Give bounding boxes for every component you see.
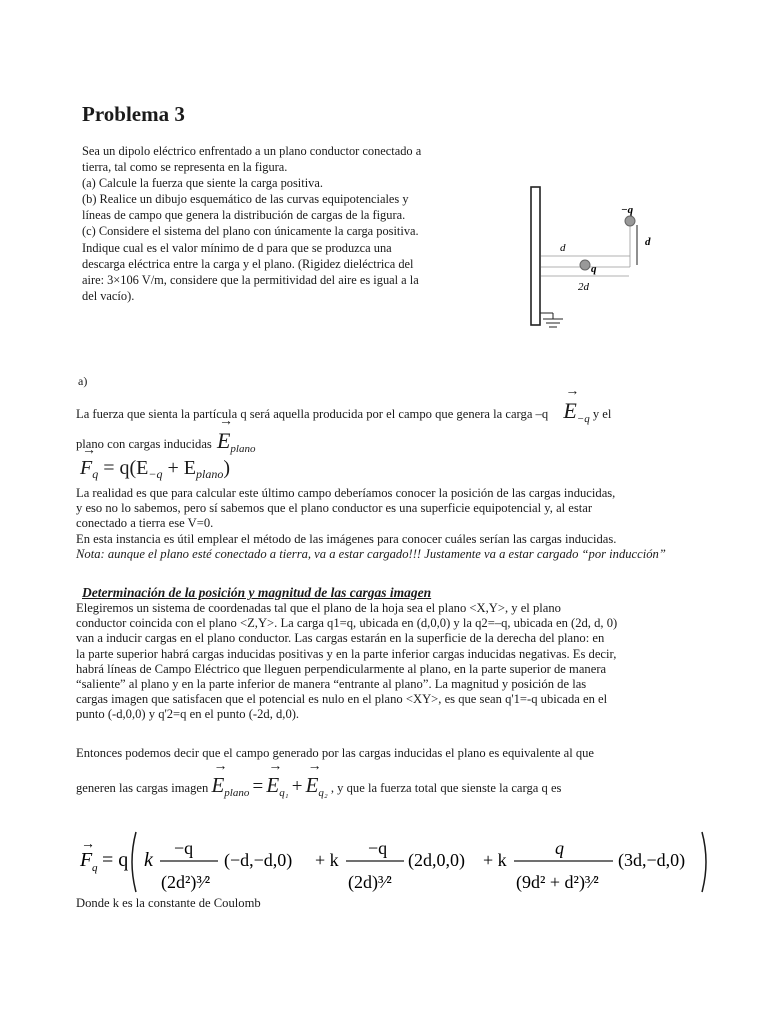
field-subscript: plano xyxy=(224,787,250,799)
intro-line: Indique cual es el valor mínimo de d para que se produzca una xyxy=(82,240,392,255)
images-paragraph xyxy=(76,601,721,723)
intro-line: (b) Realice un dibujo esquemático de las curvas equipotenciales y xyxy=(82,192,409,207)
eq-term: q xyxy=(555,838,564,858)
image-field-sentence-end: , y que la fuerza total que sienste la carga q es xyxy=(330,781,562,795)
paragraph-line: punto (-d,0,0) y q'2=q en el punto (-2d, d,0). xyxy=(76,707,300,722)
eq-term: + k xyxy=(483,850,507,870)
force-sentence-text: La fuerza que sienta la partícula q será aquella producida por el campo que genera la carga –q xyxy=(76,407,549,421)
intro-line: líneas de campo que genera la distribución de cargas de la figura. xyxy=(82,208,406,223)
induced-sentence-text: plano con cargas inducidas xyxy=(76,437,212,451)
image-field-sentence: generen las cargas imagen → Eplano = → Eq₁ + → Eq₂ , y que la fuerza total que sienste la carga q es xyxy=(76,773,561,799)
force-symbol: → F xyxy=(80,457,92,480)
dipole-plane-figure xyxy=(515,185,665,335)
intro-line: aire: 3×106 V/m, considere que la permitividad del aire es igual a la xyxy=(82,272,419,287)
field-symbol: → E xyxy=(217,428,230,454)
coulomb-note: Donde k es la constante de Coulomb xyxy=(76,896,261,910)
label-neg-charge: −q xyxy=(621,204,634,216)
eq-term: (2d,0,0) xyxy=(408,850,465,870)
paragraph-line: La realidad es que para calcular este último campo deberíamos conocer la posición de las cargas inducidas, xyxy=(76,486,616,500)
eq-term: (3d,−d,0) xyxy=(618,850,686,870)
images-heading: Determinación de la posición y magnitud de las cargas imagen xyxy=(82,585,432,600)
problem-title: Problema 3 xyxy=(82,102,185,126)
note-line: Nota: aunque el plano esté conectado a tierra, va a estar cargado!!! Justamente va a estar cargado “por inducción” xyxy=(76,546,666,561)
eq-term: (2d²)³⁄² xyxy=(161,872,211,892)
field-subscript: plano xyxy=(230,443,256,455)
paragraph-line: la parte superior habrá cargas inducidas positivas y en la parte inferior cargas inducidas negativas. Es decir, xyxy=(76,646,617,661)
induced-sentence xyxy=(76,428,255,455)
problem-statement xyxy=(82,143,502,304)
intro-line: (a) Calcule la fuerza que siente la carga positiva. xyxy=(82,176,323,191)
svg-text:F: F xyxy=(80,849,93,871)
eq-term: (9d² + d²)³⁄² xyxy=(516,872,599,892)
eq-term: −q xyxy=(368,838,388,858)
eq-term: −q xyxy=(174,838,194,858)
label-pos-charge: q xyxy=(591,263,597,275)
intro-line: (c) Considere el sistema del plano con únicamente la carga positiva. xyxy=(82,224,419,239)
eq1-rhs: = q(E xyxy=(103,457,149,479)
total-force-equation xyxy=(78,826,718,898)
eq1-sub-minus-q: −q xyxy=(148,467,163,481)
paragraph-line: habrá líneas de Campo Eléctrico que lleguen perpendicularmente al plano, en la parte superior de manera xyxy=(76,661,607,676)
paragraph-line: conectado a tierra ese V=0. xyxy=(76,516,214,531)
eq1-plus: + E xyxy=(167,457,196,479)
force-sentence xyxy=(76,398,611,425)
reality-paragraph xyxy=(76,486,721,562)
force-sentence-end: y el xyxy=(592,407,612,421)
section-a-marker: a) xyxy=(78,374,88,388)
intro-line: descarga eléctrica entre la carga y el plano. (Rigidez dieléctrica del xyxy=(82,256,414,271)
paragraph-line: conductor coincida con el plano <Z,Y>. La carga q1=q, ubicada en (d,0,0) y la q2=–q, ubicada en (2d, d, 0) xyxy=(76,616,618,631)
eq-term: k xyxy=(144,849,153,871)
equivalence-paragraph xyxy=(76,746,721,761)
svg-text:→: → xyxy=(81,837,95,852)
conductor-plane xyxy=(531,187,540,325)
eq-term: + k xyxy=(315,850,339,870)
paragraph-line: Entonces podemos decir que el campo generado por las cargas inducidas el plano es equivalente al que xyxy=(76,746,595,760)
intro-line: del vacío). xyxy=(82,288,135,303)
field-symbol: → E xyxy=(563,398,576,424)
eq-term: (−d,−d,0) xyxy=(224,850,293,870)
svg-text:= q: = q xyxy=(102,849,129,871)
force-equation: → $F_q = q(E_{-q} + E_{plano})$ xyxy=(80,457,230,482)
paragraph-line: y eso no lo sabemos, pero sí sabemos que el plano conductor es una superficie equipotencial y, al estar xyxy=(76,501,593,516)
paragraph-line: “saliente” al plano y en la parte inferior de manera “entrante al plano”. La magnitud y posición de las xyxy=(76,677,587,692)
negative-charge xyxy=(625,216,635,226)
label-d-vertical: d xyxy=(645,236,651,248)
paragraph-line: Elegiremos un sistema de coordenadas tal que el plano de la hoja sea el plano <X,Y>, y el plano xyxy=(76,601,561,615)
label-2d: 2d xyxy=(578,281,589,293)
paragraph-line: En esta instancia es útil emplear el método de las imágenes para conocer cuáles serían las cargas inducidas. xyxy=(76,531,617,546)
eq-term: (2d)³⁄² xyxy=(348,872,392,892)
paragraph-line: van a inducir cargas en el plano conductor. Las cargas estarán en la superficie de la derecha del plano: en xyxy=(76,631,605,646)
paragraph-line: cargas imagen que satisfacen que el potencial es nulo en el plano <XY>, es que sean q'1=-q ubicada en el xyxy=(76,692,608,707)
intro-line: tierra, tal como se representa en la figura. xyxy=(82,160,288,175)
image-field-sentence-start: generen las cargas imagen xyxy=(76,781,209,795)
field-symbol: → E xyxy=(211,773,224,798)
eq1-sub-plano: plano xyxy=(195,467,224,481)
svg-text:q: q xyxy=(92,862,98,874)
positive-charge xyxy=(580,260,590,270)
label-d-horizontal: d xyxy=(560,242,566,254)
field-subscript: −q xyxy=(576,413,590,425)
intro-line: Sea un dipolo eléctrico enfrentado a un plano conductor conectado a xyxy=(82,144,422,158)
